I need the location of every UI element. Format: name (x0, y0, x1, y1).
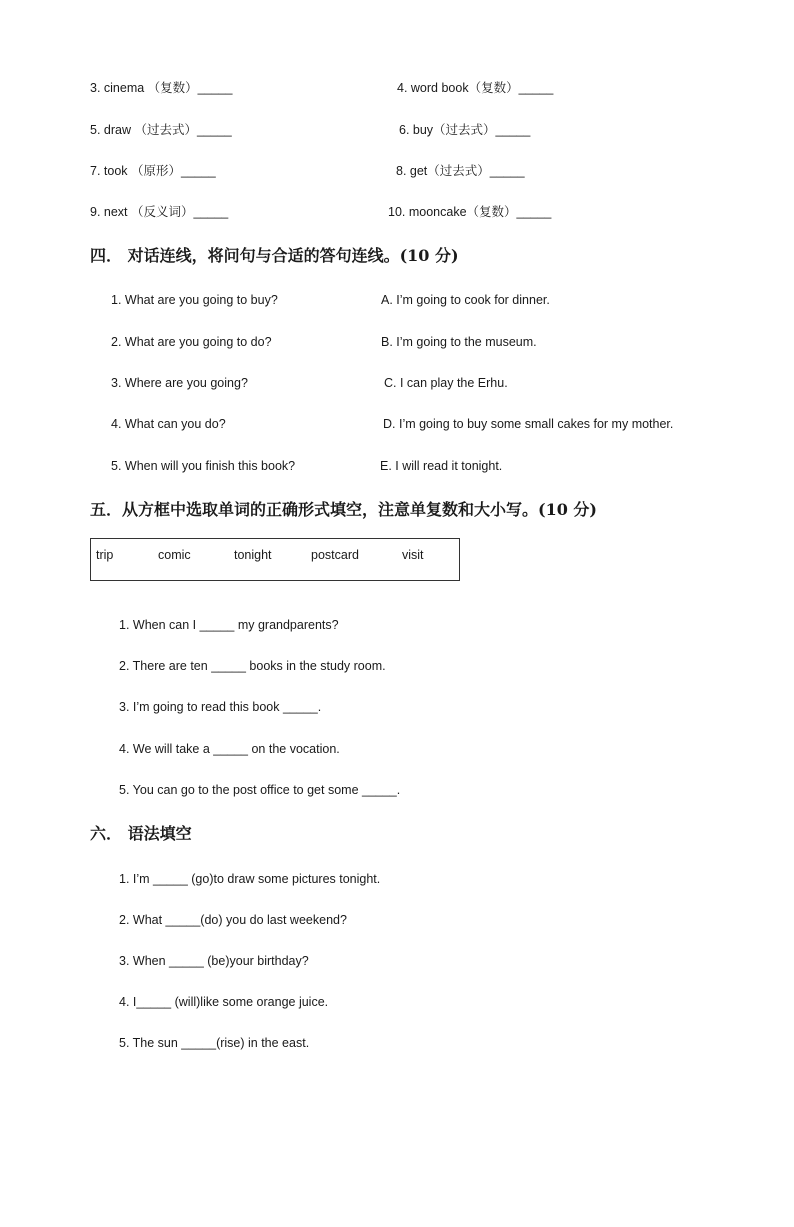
vocab-item: 6. buy（过去式）_____ (399, 123, 531, 137)
question-item: 1. What are you going to buy? (111, 293, 278, 307)
answer-item: E. I will read it tonight. (380, 459, 503, 473)
grammar-item: 1. I’m _____ (go)to draw some pictures tonight. (119, 872, 381, 886)
vocab-item: 8. get（过去式）_____ (396, 164, 525, 178)
fill-item: 4. We will take a _____ on the vocation. (119, 742, 340, 756)
section-heading-5: 五．从方框中选取单词的正确形式填空，注意单复数和大小写。(10 分) (90, 500, 597, 519)
fill-item: 1. When can I _____ my grandparents? (119, 618, 339, 632)
grammar-item: 4. I_____ (will)like some orange juice. (119, 995, 329, 1009)
vocab-item: 7. took （原形）_____ (90, 164, 216, 178)
answer-item: A. I’m going to cook for dinner. (381, 293, 550, 307)
fill-item: 2. There are ten _____ books in the study room. (119, 659, 386, 673)
question-item: 4. What can you do? (111, 417, 226, 431)
fill-item: 5. You can go to the post office to get some _____. (119, 783, 401, 797)
vocab-item: 10. mooncake（复数）_____ (388, 205, 552, 219)
section-heading-4: 四． 对话连线，将问句与合适的答句连线。(10 分) (90, 246, 459, 265)
vocab-item: 9. next （反义词）_____ (90, 205, 229, 219)
grammar-item: 3. When _____ (be)your birthday? (119, 954, 309, 968)
section-heading-6: 六． 语法填空 (90, 824, 192, 843)
question-item: 2. What are you going to do? (111, 335, 272, 349)
grammar-item: 5. The sun _____(rise) in the east. (119, 1036, 310, 1050)
question-item: 3. Where are you going? (111, 376, 248, 390)
word-bank-box (90, 538, 460, 581)
question-item: 5. When will you finish this book? (111, 459, 296, 473)
word-bank-word: visit (402, 548, 424, 562)
vocab-item: 3. cinema （复数）_____ (90, 81, 233, 95)
word-bank-word: tonight (234, 548, 272, 562)
answer-item: C. I can play the Erhu. (384, 376, 508, 390)
grammar-item: 2. What _____(do) you do last weekend? (119, 913, 347, 927)
answer-item: D. I’m going to buy some small cakes for my mother. (383, 417, 674, 431)
word-bank-word: trip (96, 548, 114, 562)
vocab-item: 4. word book（复数）_____ (397, 81, 554, 95)
word-bank-word: postcard (311, 548, 359, 562)
answer-item: B. I’m going to the museum. (381, 335, 537, 349)
vocab-item: 5. draw （过去式）_____ (90, 123, 232, 137)
word-bank-word: comic (158, 548, 191, 562)
fill-item: 3. I’m going to read this book _____. (119, 700, 322, 714)
